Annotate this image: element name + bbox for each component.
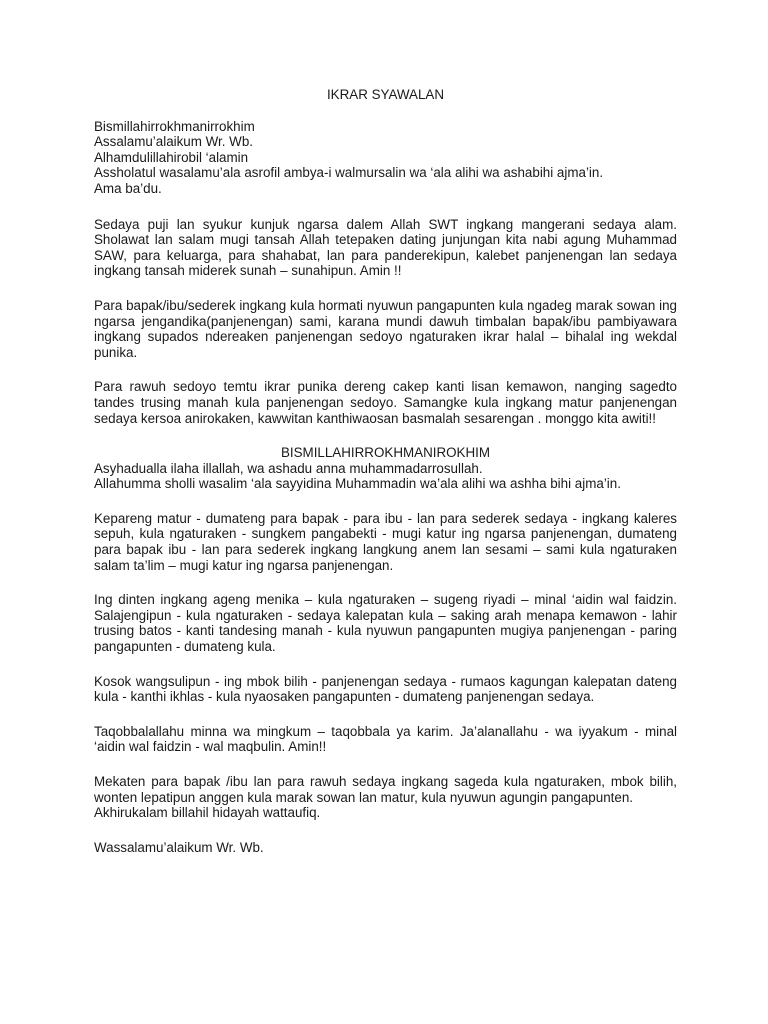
paragraph: Para bapak/ibu/sederek ingkang kula hormati nyuwun pangapunten kula ngadeg marak sowan ing ngarsa jengandika(panjenengan) sami, karana mundi dawuh timbalan bapak/ibu pambiyawara ingkang supados ndereaken panjenengan sedoyo ngaturaken ikrar halal – bihalal ing wekdal punika. [94, 297, 677, 360]
section-heading: BISMILLAHIRROKHMANIROKHIM [280, 445, 491, 461]
paragraph: Ing dinten ingkang ageng menika – kula ngaturaken – sugeng riyadi – minal ‘aidin wal faidzin. Salajengipun - kula ngaturaken - sedaya kalepatan kula – saking arah menapa kemawon - lahir trusing batos - kanti tandesing manah - kula nyuwun pangapunten mugiya panjenengan - paring pangapunten - dumateng kula. [94, 592, 677, 655]
paragraph: Sedaya puji lan syukur kunjuk ngarsa dalem Allah SWT ingkang mangerani sedaya alam. Sholawat lan salam mugi tansah Allah tetepaken dating junjungan kita nabi agung Muhammad SAW, para keluarga, para shahabat, lan para panderekipun, kalebet panjenengan lan sedaya ingkang tansah miderek sunah – sunahipun. Amin !! [94, 216, 677, 279]
opening-line: Ama ba’du. [94, 180, 162, 196]
paragraph: Kosok wangsulipun - ing mbok bilih - panjenengan sedaya - rumaos kagungan kalepatan dateng kula - kanthi ikhlas - kula nyaosaken pangapunten - dumateng panjenengan sedaya. [94, 673, 677, 705]
shahada-line: Allahumma sholli wasalim ‘ala sayyidina Muhammadin wa’ala alihi wa ashha bihi ajma’in. [94, 476, 621, 492]
document-title: IKRAR SYAWALAN [326, 87, 445, 102]
opening-line: Alhamdulillahirobil ‘alamin [94, 149, 249, 165]
opening-line: Assholatul wasalamu’ala asrofil ambya-i walmursalin wa ‘ala alihi wa ashabihi ajma’in. [94, 165, 604, 181]
opening-line: Assalamu’alaikum Wr. Wb. [94, 134, 253, 150]
document-body [94, 87, 677, 855]
paragraph: Mekaten para bapak /ibu lan para rawuh sedaya ingkang sageda kula ngaturaken, mbok bilih, wonten lepatipun anggen kula marak sowan lan matur, kula nyuwun agungin pangapunten. [94, 774, 677, 805]
opening-line: Bismillahirrokhmanirrokhim [94, 118, 255, 134]
closing-salam: Wassalamu’alaikum Wr. Wb. [94, 839, 264, 855]
closing-prayer: Akhirukalam billahil hidayah wattaufiq. [94, 805, 321, 821]
shahada-line: Asyhadualla ilaha illallah, wa ashadu anna muhammadarrosullah. [94, 460, 483, 476]
paragraph: Para rawuh sedoyo temtu ikrar punika dereng cakep kanti lisan kemawon, nanging sagedto tandes trusing manah kula panjenengan sedoyo. Samangke kula ingkang matur panjenengan sedaya kersoa anirokaken, kawwitan kanthiwaosan basmalah sesarengan . monggo kita awiti!! [94, 379, 677, 426]
opening-greeting [94, 119, 677, 197]
paragraph: Taqobbalallahu minna wa mingkum – taqobbala ya karim. Ja’alanallahu - wa iyyakum - minal ‘aidin wal faidzin - wal maqbulin. Amin!! [94, 723, 677, 755]
paragraph: Kepareng matur - dumateng para bapak - para ibu - lan para sederek sedaya - ingkang kaleres sepuh, kula ngaturaken - sungkem pangabekti - mugi katur ing ngarsa panjenengan, dumateng para bapak ibu - lan para sederek ingkang langkung anem lan sesami – sami kula ngaturaken salam ta’lim – mugi katur ing ngarsa panjenengan. [94, 510, 677, 573]
shahada-block [94, 461, 677, 492]
